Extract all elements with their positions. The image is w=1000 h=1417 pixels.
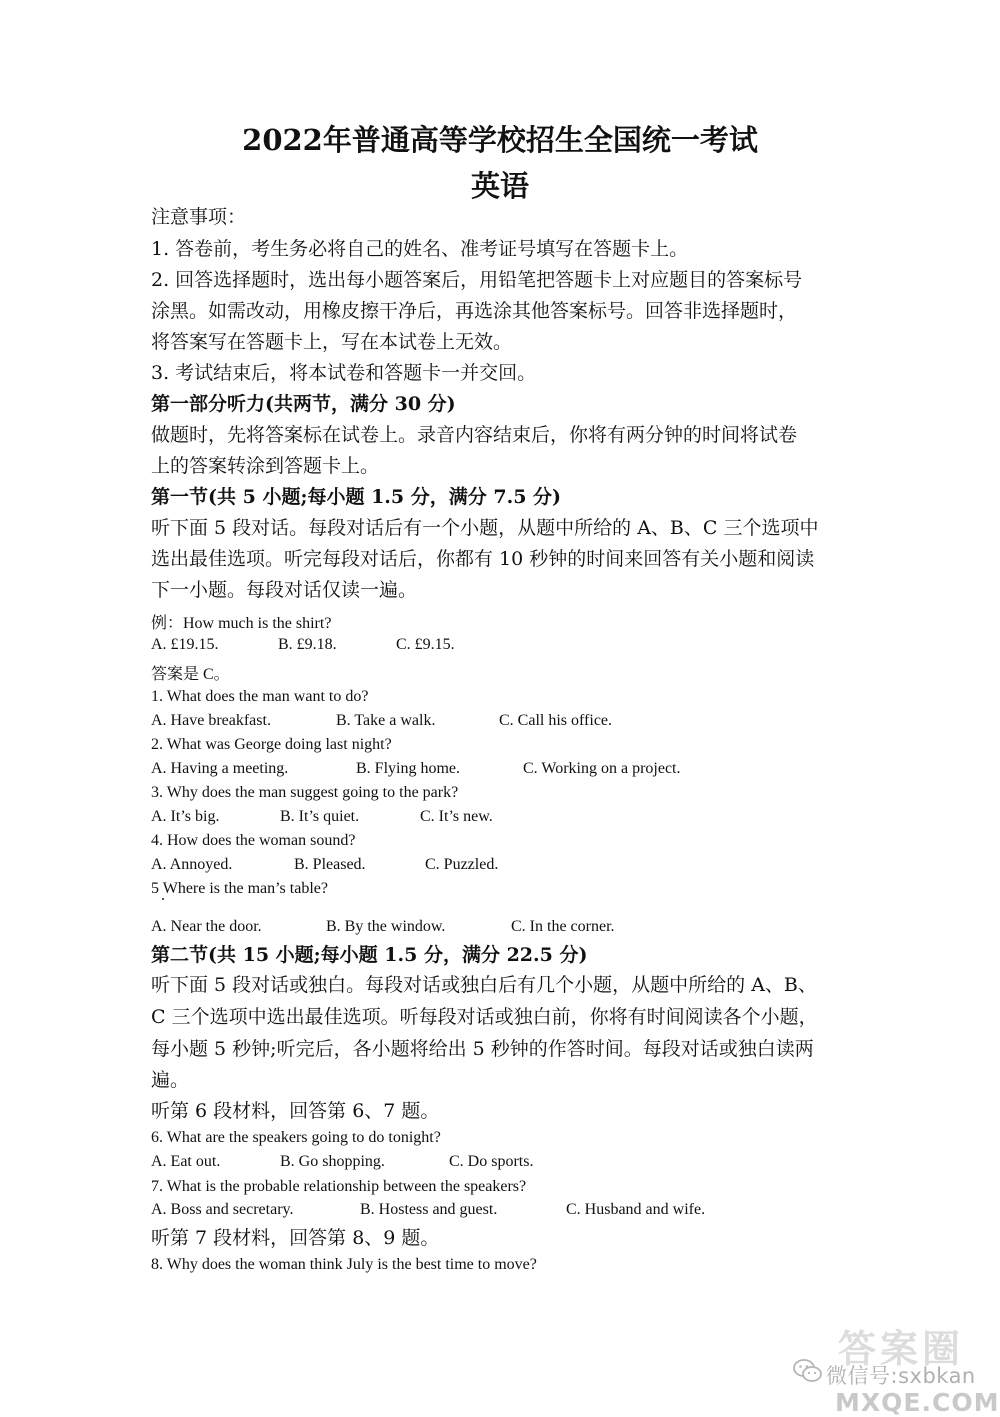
question-1-option-c: C. Call his office. [499, 712, 613, 729]
section2-intro-line-2: C 三个选项中选出最佳选项。听每段对话或独白前，你将有时间阅读各个小题， [151, 1006, 818, 1028]
watermark-wechat-id: 微信号:sxbkan [826, 1364, 976, 1388]
question-4: 4. How does the woman sound? [151, 832, 356, 849]
question-4-option-c: C. Puzzled. [425, 856, 499, 873]
part1-intro-line-2: 上的答案转涂到答题卡上。 [151, 455, 380, 477]
watermark-site: MXQE.COM [835, 1388, 1000, 1417]
example-answer: 答案是 C。 [151, 666, 230, 683]
notice-item-2-line-2: 涂黑。如需改动，用橡皮擦干净后，再选涂其他答案标号。回答非选择题时， [151, 300, 798, 322]
question-5-option-c: C. In the corner. [511, 918, 615, 935]
material-7-heading: 听第 7 段材料，回答第 8、9 题。 [151, 1227, 440, 1249]
section2-heading: 第二节(共 15 小题;每小题 1.5 分，满分 22.5 分) [151, 944, 588, 966]
question-2: 2. What was George doing last night? [151, 736, 392, 753]
question-7-option-c: C. Husband and wife. [566, 1201, 706, 1218]
question-7-option-b: B. Hostess and guest. [360, 1201, 498, 1218]
question-3-option-c: C. It’s new. [420, 808, 493, 825]
exam-title: 2022年普通高等学校招生全国统一考试 [242, 123, 758, 157]
question-5-option-b: B. By the window. [326, 918, 446, 935]
question-4-option-a: A. Annoyed. [151, 856, 233, 873]
question-7-option-a: A. Boss and secretary. [151, 1201, 294, 1218]
question-6-option-a: A. Eat out. [151, 1153, 221, 1170]
question-2-option-a: A. Having a meeting. [151, 760, 289, 777]
question-1: 1. What does the man want to do? [151, 688, 369, 705]
question-8: 8. Why does the woman think July is the best time to move? [151, 1256, 537, 1273]
question-5-option-a: A. Near the door. [151, 918, 262, 935]
section2-intro-line-4: 遍。 [151, 1069, 190, 1091]
notice-item-2-line-3: 将答案写在答题卡上，写在本试卷上无效。 [151, 331, 513, 353]
question-2-option-b: B. Flying home. [356, 760, 461, 777]
part1-intro-line-1: 做题时，先将答案标在试卷上。录音内容结束后，你将有两分钟的时间将试卷 [151, 424, 798, 446]
question-6-option-b: B. Go shopping. [280, 1153, 385, 1170]
section1-intro-line-3: 下一小题。每段对话仅读一遍。 [151, 579, 418, 601]
question-4-option-b: B. Pleased. [294, 856, 366, 873]
question-6-option-c: C. Do sports. [449, 1153, 534, 1170]
question-7: 7. What is the probable relationship between the speakers? [151, 1178, 527, 1195]
stray-dot [162, 898, 164, 900]
wechat-icon [793, 1358, 823, 1388]
question-3: 3. Why does the man suggest going to the park? [151, 784, 459, 801]
exam-subject: 英语 [470, 169, 529, 203]
section1-heading: 第一节(共 5 小题;每小题 1.5 分，满分 7.5 分) [151, 486, 562, 508]
question-2-option-c: C. Working on a project. [523, 760, 681, 777]
example-option-c: C. £9.15. [396, 636, 455, 653]
section2-intro-line-1: 听下面 5 段对话或独白。每段对话或独白后有几个小题，从题中所给的 A、B、 [151, 974, 817, 996]
section2-intro-line-3: 每小题 5 秒钟;听完后，各小题将给出 5 秒钟的作答时间。每段对话或独白读两 [151, 1038, 814, 1060]
example-option-b: B. £9.18. [278, 636, 337, 653]
question-3-option-a: A. It’s big. [151, 808, 220, 825]
question-1-option-a: A. Have breakfast. [151, 712, 271, 729]
part1-heading: 第一部分听力(共两节，满分 30 分) [151, 393, 456, 415]
notice-item-2-line-1: 2. 回答选择题时，选出每小题答案后，用铅笔把答题卡上对应题目的答案标号 [151, 269, 803, 291]
example-option-a: A. £19.15. [151, 636, 219, 653]
question-3-option-b: B. It’s quiet. [280, 808, 360, 825]
section1-intro-line-1: 听下面 5 段对话。每段对话后有一个小题，从题中所给的 A、B、C 三个选项中 [151, 517, 819, 539]
notice-item-1: 1. 答卷前，考生务必将自己的姓名、准考证号填写在答题卡上。 [151, 238, 689, 260]
watermark-brand: 答案圈 [838, 1327, 965, 1371]
section1-intro-line-2: 选出最佳选项。听完每段对话后，你都有 10 秒钟的时间来回答有关小题和阅读 [151, 548, 815, 570]
question-5: 5 Where is the man’s table? [151, 880, 328, 897]
material-6-heading: 听第 6 段材料，回答第 6、7 题。 [151, 1100, 440, 1122]
notice-heading: 注意事项： [151, 206, 247, 228]
example-question: 例：How much is the shirt? [151, 615, 332, 632]
notice-item-3: 3. 考试结束后，将本试卷和答题卡一并交回。 [151, 362, 537, 384]
question-1-option-b: B. Take a walk. [336, 712, 436, 729]
question-6: 6. What are the speakers going to do tonight? [151, 1129, 441, 1146]
